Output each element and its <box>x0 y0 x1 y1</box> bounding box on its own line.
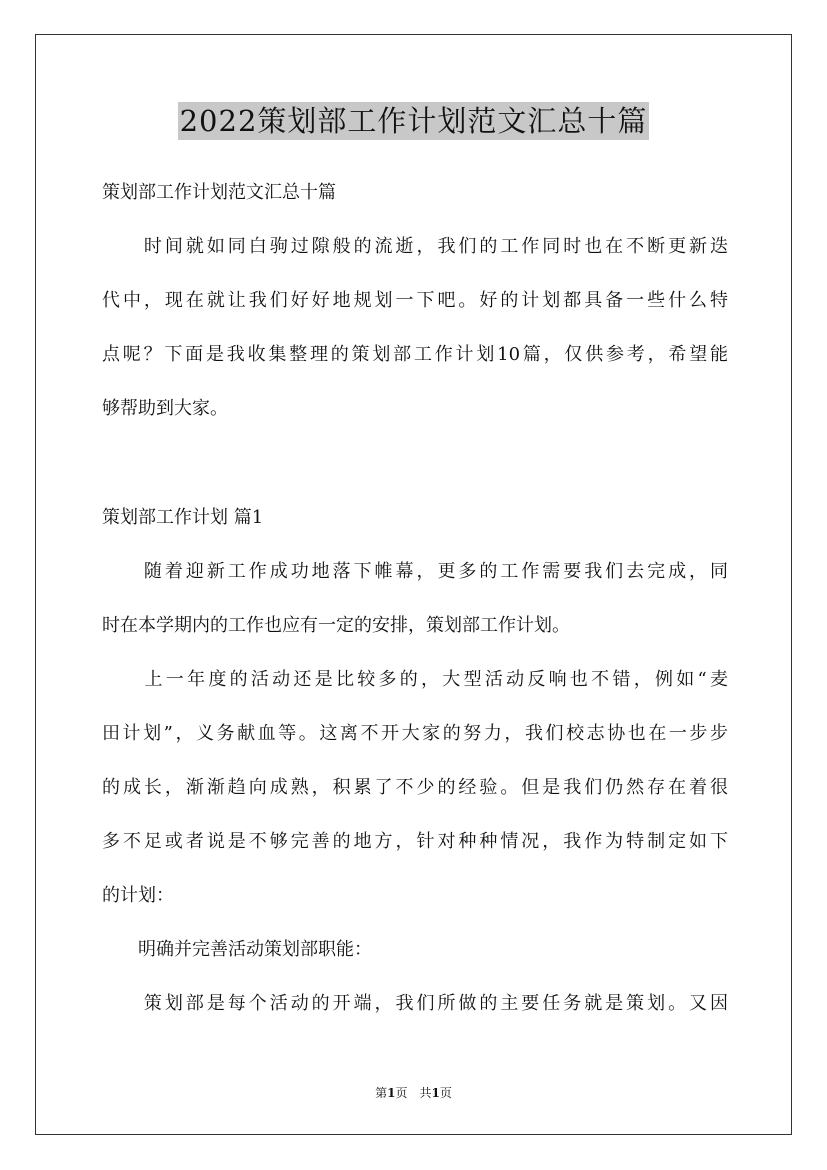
paragraph-line: 田计划”，义务献血等。这离不开大家的努力，我们校志协也在一步步 <box>102 723 728 744</box>
paragraph-line: 随着迎新工作成功地落下帷幕，更多的工作需要我们去完成，同 <box>102 561 728 582</box>
current-page-number: 1 <box>387 1086 396 1100</box>
paragraph-line: 策划部是每个活动的开端，我们所做的主要任务就是策划。又因 <box>102 993 728 1014</box>
paragraph-line: 的成长，渐渐趋向成熟，积累了不少的经验。但是我们仍然存在着很 <box>102 777 728 798</box>
page-footer <box>0 1085 827 1101</box>
total-page-number: 1 <box>431 1086 440 1100</box>
subtitle-line: 策划部工作计划范文汇总十篇 <box>102 182 336 203</box>
paragraph-line: 时间就如同白驹过隙般的流逝，我们的工作同时也在不断更新迭 <box>102 236 728 257</box>
document-title: 2022策划部工作计划范文汇总十篇 <box>179 104 648 138</box>
paragraph-line: 明确并完善活动策划部职能： <box>102 939 372 960</box>
paragraph-line: 够帮助到大家。 <box>102 398 228 419</box>
paragraph-line: 上一年度的活动还是比较多的，大型活动反响也不错，例如“麦 <box>102 669 728 690</box>
paragraph-line: 时在本学期内的工作也应有一定的安排，策划部工作计划。 <box>102 615 570 636</box>
paragraph-line: 代中，现在就让我们好好地规划一下吧。好的计划都具备一些什么特 <box>102 290 728 311</box>
section-heading: 策划部工作计划 篇1 <box>102 507 264 528</box>
paragraph-line: 多不足或者说是不够完善的地方，针对种种情况，我作为特制定如下 <box>102 831 728 852</box>
paragraph-line: 点呢？下面是我收集整理的策划部工作计划10篇，仅供参考，希望能 <box>102 344 728 365</box>
footer-prefix: 第 <box>375 1086 388 1100</box>
footer-suffix: 页 <box>439 1086 452 1100</box>
footer-mid: 页 共 <box>395 1086 432 1100</box>
paragraph-line: 的计划： <box>102 885 174 906</box>
title-container <box>0 102 827 140</box>
